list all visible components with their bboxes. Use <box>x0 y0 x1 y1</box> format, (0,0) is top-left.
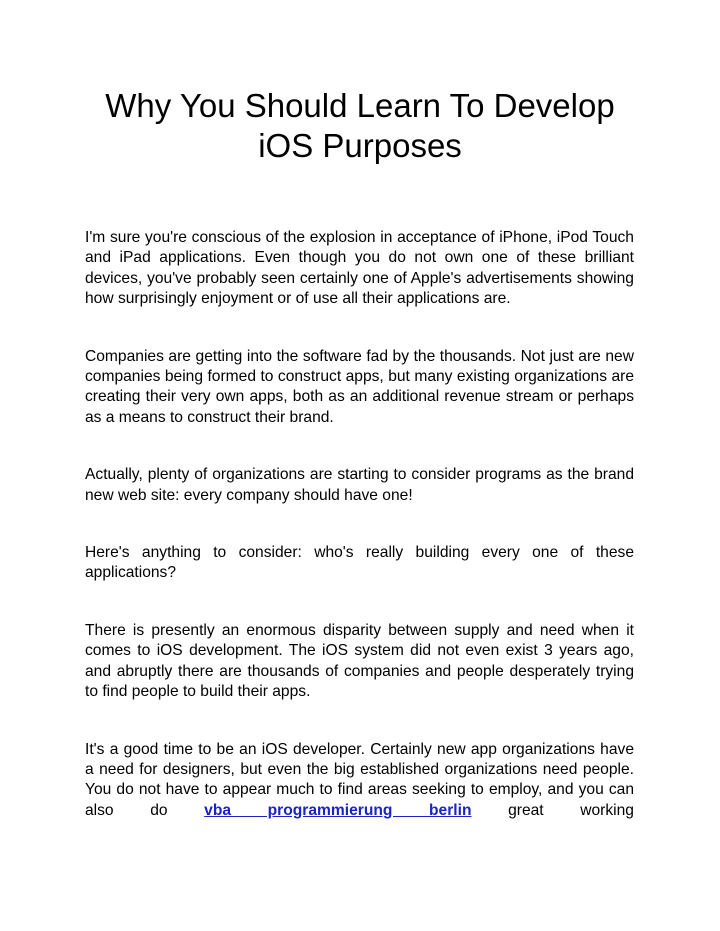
paragraph-6-text-before-link: It's a good time to be an iOS developer. Certainly new app organizations have a need for designers, but even the big established organizations need people. You do not have to appear much to find areas seeking to employ, and you can also do <box>85 740 634 819</box>
paragraph-2: Companies are getting into the software fad by the thousands. Not just are new companies being formed to construct apps, but many existing organizations are creating their very own apps, both as an additional revenue stream or perhaps as a means to construct their brand. <box>85 347 634 426</box>
paragraph-5: There is presently an enormous disparity between supply and need when it comes to iOS development. The iOS system did not even exist 3 years ago, and abruptly there are thousands of companies and people desperately trying to find people to build their apps. <box>85 621 634 701</box>
article-body <box>85 228 634 858</box>
paragraph-6 <box>85 740 634 822</box>
title-line-1: Why You Should Learn To Develop <box>105 87 615 124</box>
page-title <box>60 86 660 166</box>
paragraph-4: Here's anything to consider: who's really building every one of these applications? <box>85 544 634 582</box>
paragraph-6-text-after-link: great working <box>471 801 634 819</box>
paragraph-1: I'm sure you're conscious of the explosion in acceptance of iPhone, iPod Touch and iPad applications. Even though you do not own one of these brilliant devices, you've probably seen certainly one of Apple's advertisements showing how surprisingly enjoyment or of use all their applications are. <box>85 229 634 308</box>
title-line-2: iOS Purposes <box>258 127 462 164</box>
paragraph-3: Actually, plenty of organizations are starting to consider programs as the brand new web site: every company should have one! <box>85 466 634 504</box>
vba-programmierung-link[interactable]: vba programmierung berlin <box>204 801 472 819</box>
